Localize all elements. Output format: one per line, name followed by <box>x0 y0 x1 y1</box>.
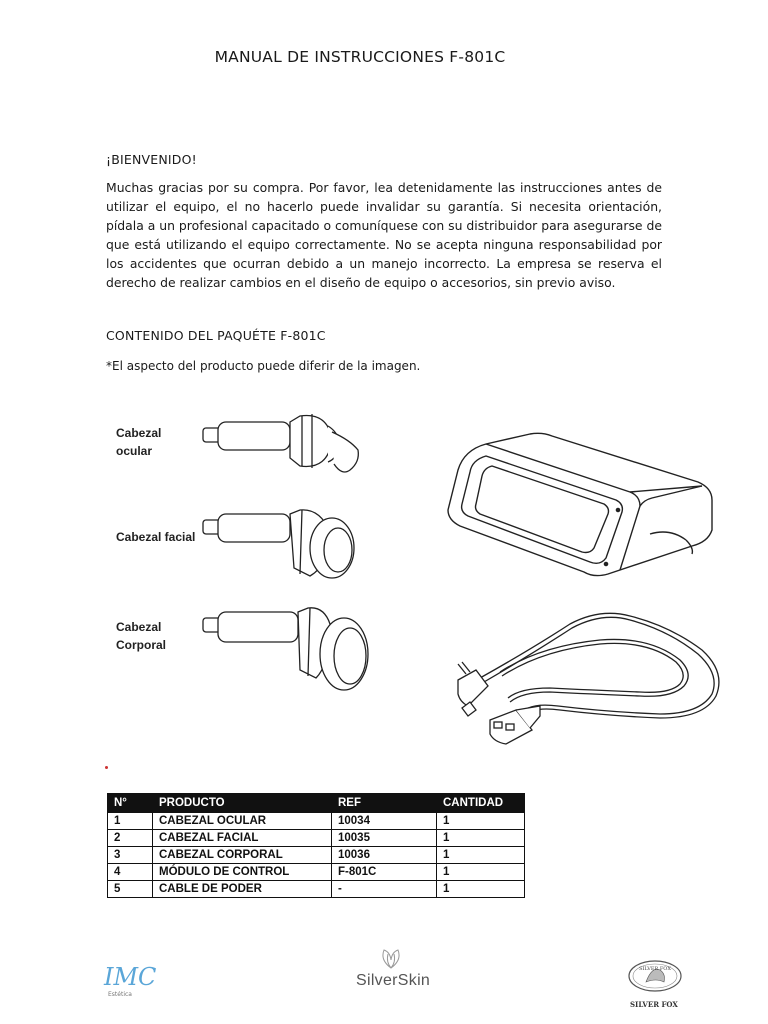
image-note: *El aspecto del producto puede diferir de la imagen. <box>106 359 421 373</box>
cell-product: MÓDULO DE CONTROL <box>153 864 332 881</box>
silverskin-logo: SilverSkin <box>356 972 431 989</box>
label-ocular-line2: ocular <box>116 444 153 458</box>
col-header-product: PRODUCTO <box>153 794 332 813</box>
cell-quantity: 1 <box>437 864 525 881</box>
silverskin-logo-icon <box>376 946 406 970</box>
col-header-ref: REF <box>332 794 437 813</box>
cell-product: CABLE DE PODER <box>153 881 332 898</box>
cell-product: CABEZAL OCULAR <box>153 813 332 830</box>
cell-ref: - <box>332 881 437 898</box>
red-marker <box>105 766 108 769</box>
cell-quantity: 1 <box>437 881 525 898</box>
cell-ref: 10034 <box>332 813 437 830</box>
cell-number: 2 <box>108 830 153 847</box>
col-header-quantity: CANTIDAD <box>437 794 525 813</box>
imc-logo: IMC <box>104 963 157 991</box>
cell-quantity: 1 <box>437 830 525 847</box>
table-row <box>108 864 525 881</box>
cell-ref: 10036 <box>332 847 437 864</box>
ocular-head-illustration <box>200 410 370 490</box>
welcome-text: Muchas gracias por su compra. Por favor, lea detenidamente las instrucciones antes de utilizar el equipo, el no hacerlo puede invalidar su garantía. Si necesita orientación, pídala a un profesional capacitado o comuníquese con su distribuidor para asegurarse de que está utilizando el equipo correctamente. No se acepta ninguna responsabilidad por los accidentes que ocurran debido a un manejo incorrecto. La empresa se reserva el derecho de realizar cambios en el diseño de equipo o accesorios, sin previo aviso. <box>106 180 662 290</box>
cell-quantity: 1 <box>437 847 525 864</box>
cell-number: 4 <box>108 864 153 881</box>
table-row <box>108 813 525 830</box>
contents-heading: CONTENIDO DEL PAQUÉTE F-801C <box>106 328 326 343</box>
cell-product: CABEZAL CORPORAL <box>153 847 332 864</box>
table-row <box>108 830 525 847</box>
col-header-number: N° <box>108 794 153 813</box>
label-facial: Cabezal facial <box>116 530 196 544</box>
products-table <box>107 793 525 898</box>
page-title: MANUAL DE INSTRUCCIONES F-801C <box>214 48 506 66</box>
imc-logo-subtitle: Estética <box>108 991 132 998</box>
label-corporal-line1: Cabezal <box>116 620 162 634</box>
cell-number: 3 <box>108 847 153 864</box>
cell-quantity: 1 <box>437 813 525 830</box>
table-header-row <box>108 794 525 813</box>
corporal-head-illustration <box>200 600 380 700</box>
facial-head-illustration <box>200 508 370 588</box>
welcome-heading: ¡BIENVENIDO! <box>106 152 197 167</box>
label-corporal-line2: Corporal <box>116 638 167 652</box>
cell-number: 1 <box>108 813 153 830</box>
silverfox-logo-text: SILVER FOX <box>630 1000 678 1009</box>
cell-ref: F-801C <box>332 864 437 881</box>
power-cable-illustration <box>440 610 730 760</box>
table-row <box>108 847 525 864</box>
cell-number: 5 <box>108 881 153 898</box>
label-ocular-line1: Cabezal <box>116 426 162 440</box>
table-row <box>108 881 525 898</box>
silverfox-logo-badge <box>626 958 684 998</box>
silverfox-badge-text: SILVER FOX <box>639 966 671 972</box>
cell-product: CABEZAL FACIAL <box>153 830 332 847</box>
cell-ref: 10035 <box>332 830 437 847</box>
control-module-illustration <box>440 430 720 590</box>
